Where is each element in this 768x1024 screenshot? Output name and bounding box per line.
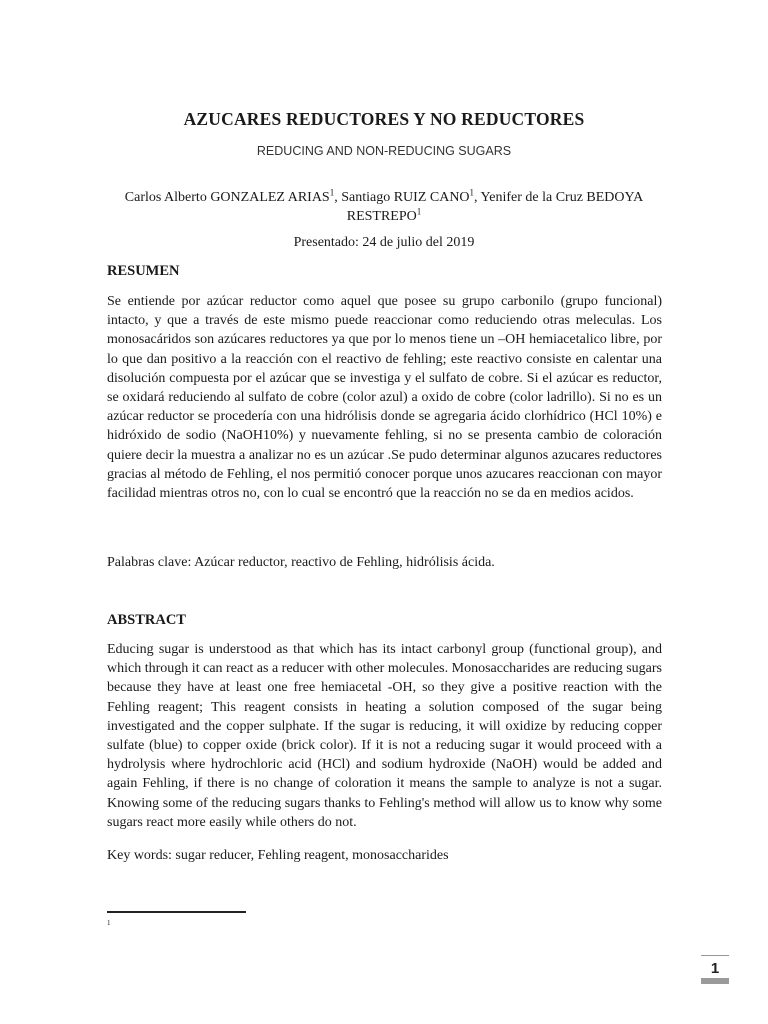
abstract-keywords: Key words: sugar reducer, Fehling reagent, monosaccharides	[107, 848, 449, 863]
author-affiliation: 1	[416, 206, 422, 217]
author-name: Carlos Alberto GONZALEZ ARIAS	[124, 190, 330, 205]
resumen-heading: RESUMEN	[107, 263, 180, 279]
abstract-body: Educing sugar is understood as that which has its intact carbonyl group (functional group), and which through it can react as a reducer with other molecules. Monosaccharides are reducing sugars because they have at least one free hemiacetal -OH, so they give a positive reaction with the Fehling reagent; This reagent consists in heating a solution composed of the sugar being investigated and the copper sulphate. If the sugar is reducing, it will oxidize by reducing copper sulfate (blue) to copper oxide (brick color). If it is not a reducing sugar it would proceed with a hydrolysis where hydrochloric acid (HCl) and sodium hydroxide (NaOH) would be added and again Fehling, if there is no change of coloration it means the sample to analyze is not a sugar. Knowing some of the reducing sugars thanks to Fehling's method will allow us to know why some sugars react more easily while others do not.	[107, 642, 662, 830]
footnote-mark: 1	[107, 919, 111, 927]
page-number-bar	[701, 978, 729, 984]
footnote-separator	[107, 911, 246, 913]
author-name: Yenifer de la Cruz BEDOYA RESTREPO	[346, 190, 644, 224]
paper-title: AZUCARES REDUCTORES Y NO REDUCTORES	[183, 109, 585, 129]
author-affiliation: 1	[469, 187, 475, 198]
submission-date: Presentado: 24 de julio del 2019	[293, 235, 475, 250]
author-affiliation: 1	[329, 187, 335, 198]
resumen-body: Se entiende por azúcar reductor como aquel que posee su grupo carbonilo (grupo funcional) intacto, y que a través de este mismo puede reaccionar como reduciendo otras meleculas. Los monosacáridos son azúcares reductores ya que por lo menos tiene un –OH hemiacetalico libre, por lo que dan positivo a la reacción con el reactivo de fehling; este reactivo consiste en calentar una disolución compuesta por el azúcar que se investiga y el sulfato de cobre. Si el azúcar es reductor, se oxidará reduciendo al sulfato de cobre (color azul) a oxido de cobre (color ladrillo). Si no es un azúcar reductor se procedería con una hidrólisis donde se agregaria ácido clorhídrico (HCl 10%) e hidróxido de sodio (NaOH10%) y nuevamente fehling, si no se presenta cambio de coloración quiere decir la muestra a analizar no es un azúcar .Se pudo determinar algunos azucares reductores gracias al método de Fehling, el nos permitió conocer porque unos azucares reaccionan con mayor facilidad mientras otros no, con lo cual se encontró que la reacción no se da en medios acidos.	[107, 294, 662, 502]
author-list: Carlos Alberto GONZALEZ ARIAS$^1$, Santiago RUIZ CANO$^1$, Yenifer de la Cruz BEDOYA RESTREPO$^1$	[124, 187, 644, 224]
page-number: 1	[701, 955, 729, 982]
paper-subtitle: REDUCING AND NON-REDUCING SUGARS	[256, 144, 512, 158]
author-name: Santiago RUIZ CANO	[341, 190, 470, 205]
abstract-heading: ABSTRACT	[107, 612, 186, 628]
resumen-keywords: Palabras clave: Azúcar reductor, reactivo de Fehling, hidrólisis ácida.	[107, 555, 495, 570]
